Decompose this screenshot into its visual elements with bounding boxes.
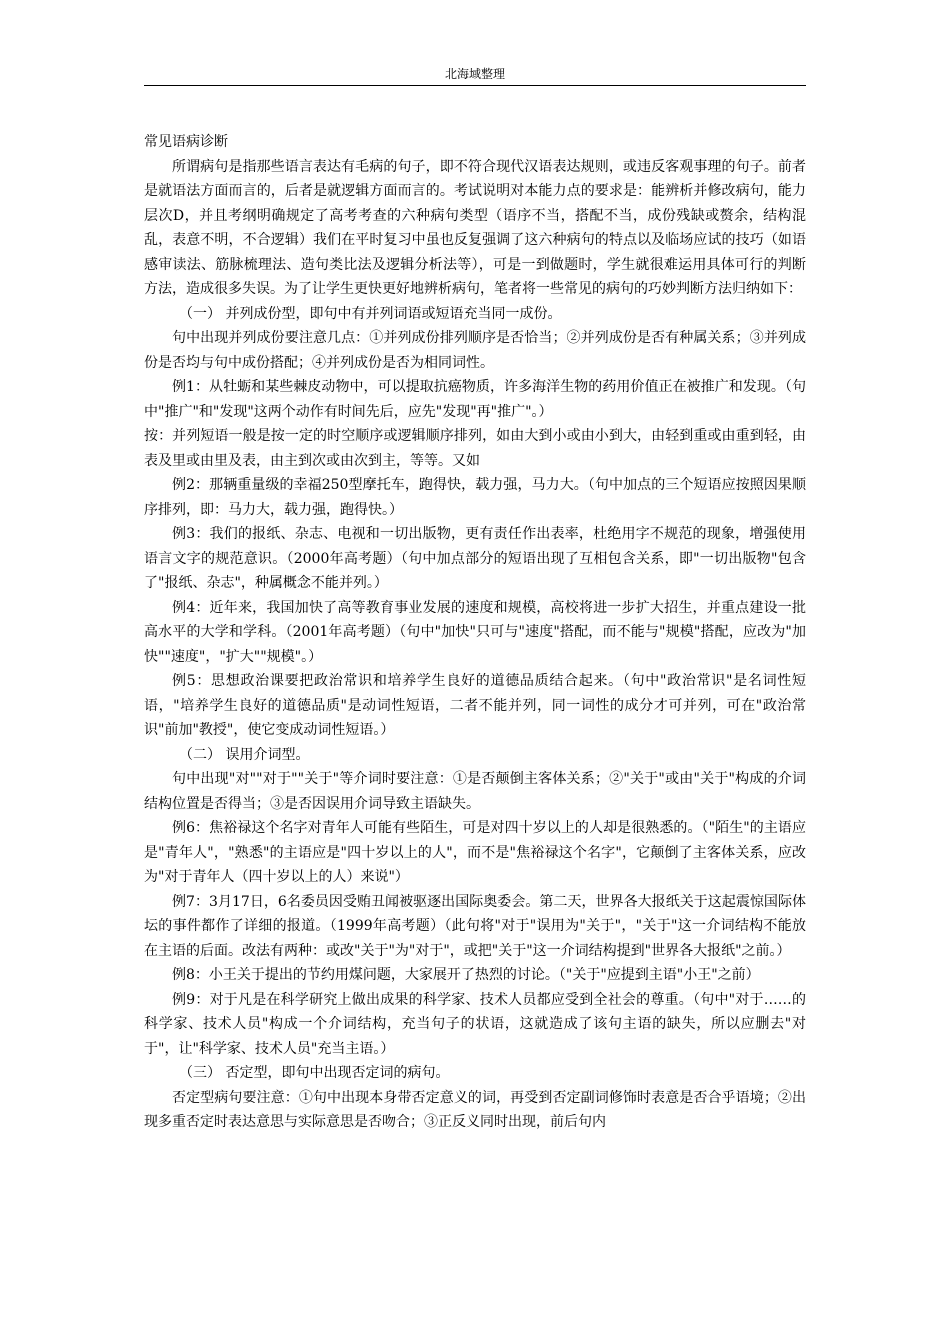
example-9: 例9：对于凡是在科学研究上做出成果的科学家、技术人员都应受到全社会的尊重。（句中"对于……的科学家、技术人员"构成一个介词结构，充当句子的状语，这就造成了该句主语的缺失，所以应删去"对于"，让"科学家、技术人员"充当主语。） bbox=[144, 991, 806, 1057]
example-4: 例4：近年来，我国加快了高等教育事业发展的速度和规模，高校将进一步扩大招生，并重点建设一批高水平的大学和学科。（2001年高考题）（句中"加快"只可与"速度"搭配，而不能与"规模"搭配，应改为"加快""速度"，"扩大""规模"。） bbox=[144, 599, 806, 665]
document-body bbox=[144, 130, 806, 1135]
paragraph-section-1-rules: 句中出现并列成份要注意几点：①并列成份排列顺序是否恰当；②并列成份是否有种属关系；③并列成份是否均与句中成份搭配；④并列成份是否为相同词性。 bbox=[144, 330, 806, 371]
section-heading-2: （二） 误用介词型。 bbox=[179, 746, 310, 763]
document-title: 常见语病诊断 bbox=[144, 134, 228, 150]
section-heading-3: （三） 否定型，即句中出现否定词的病句。 bbox=[179, 1065, 450, 1081]
header-divider bbox=[144, 85, 806, 86]
page-header: 北海域整理 bbox=[444, 67, 505, 81]
paragraph-section-2-rules: 句中出现"对""对于""关于"等介词时要注意：①是否颠倒主客体关系；②"关于"或由"关于"构成的介词结构位置是否得当；③是否因误用介词导致主语缺失。 bbox=[144, 771, 806, 812]
note-paragraph: 按：并列短语一般是按一定的时空顺序或逻辑顺序排列，如由大到小或由小到大，由轻到重或由重到轻，由表及里或由里及表，由主到次或由次到主，等等。又如 bbox=[144, 428, 806, 469]
section-heading-1: （一） 并列成份型，即句中有并列词语或短语充当同一成份。 bbox=[179, 305, 562, 322]
example-1: 例1：从牡蛎和某些棘皮动物中，可以提取抗癌物质，许多海洋生物的药用价值正在被推广和发现。（句中"推广"和"发现"这两个动作有时间先后，应先"发现"再"推广"。） bbox=[144, 379, 806, 420]
example-3: 例3：我们的报纸、杂志、电视和一切出版物，更有责任作出表率，杜绝用字不规范的现象，增强使用语言文字的规范意识。（2000年高考题）（句中加点部分的短语出现了互相包含关系，即"一切出版物"包含了"报纸、杂志"，种属概念不能并列。） bbox=[144, 526, 806, 591]
paragraph-section-3-rules: 否定型病句要注意：①句中出现本身带否定意义的词，再受到否定副词修饰时表意是否合乎语境；②出现多重否定时表达意思与实际意思是否吻合；③正反义同时出现，前后句内 bbox=[144, 1089, 806, 1130]
example-2: 例2：那辆重量级的幸福250型摩托车，跑得快，载力强，马力大。（句中加点的三个短语应按照因果顺序排列，即：马力大，载力强，跑得快。） bbox=[144, 477, 806, 518]
example-6: 例6：焦裕禄这个名字对青年人可能有些陌生，可是对四十岁以上的人却是很熟悉的。（"陌生"的主语应是"青年人"，"熟悉"的主语应是"四十岁以上的人"，而不是"焦裕禄这个名字"，它颠倒了主客体关系，应改为"对于青年人（四十岁以上的人）来说"） bbox=[144, 820, 806, 885]
example-5: 例5：思想政治课要把政治常识和培养学生良好的道德品质结合起来。（句中"政治常识"是名词性短语，"培养学生良好的道德品质"是动词性短语，二者不能并列，同一词性的成分才可并列，可在"政治常识"前加"教授"，使它变成动词性短语。） bbox=[144, 673, 806, 738]
example-7: 例7：3月17日，6名委员因受贿丑闻被驱逐出国际奥委会。第二天，世界各大报纸关于这起震惊国际体坛的事件都作了详细的报道。（1999年高考题）（此句将"对于"误用为"关于"，"关于"这一介词结构不能放在主语的后面。改法有两种：或改"关于"为"对于"，或把"关于"这一介词结构提到"世界各大报纸"之前。） bbox=[144, 893, 806, 959]
paragraph-intro: 所谓病句是指那些语言表达有毛病的句子，即不符合现代汉语表达规则，或违反客观事理的句子。前者是就语法方面而言的，后者是就逻辑方面而言的。考试说明对本能力点的要求是：能辨析并修改病句，能力层次D，并且考纲明确规定了高考考查的六种病句类型（语序不当，搭配不当，成份残缺或赘余，结构混乱，表意不明，不合逻辑）我们在平时复习中虽也反复强调了这六种病句的特点以及临场应试的技巧（如语感审读法、筋脉梳理法、造句类比法及逻辑分析法等），可是一到做题时，学生就很难运用具体可行的判断方法，造成很多失误。为了让学生更快更好地辨析病句，笔者将一些常见的病句的巧妙判断方法归纳如下： bbox=[144, 158, 806, 297]
example-8: 例8：小王关于提出的节约用煤问题，大家展开了热烈的讨论。（"关于"应提到主语"小王"之前） bbox=[172, 967, 760, 983]
